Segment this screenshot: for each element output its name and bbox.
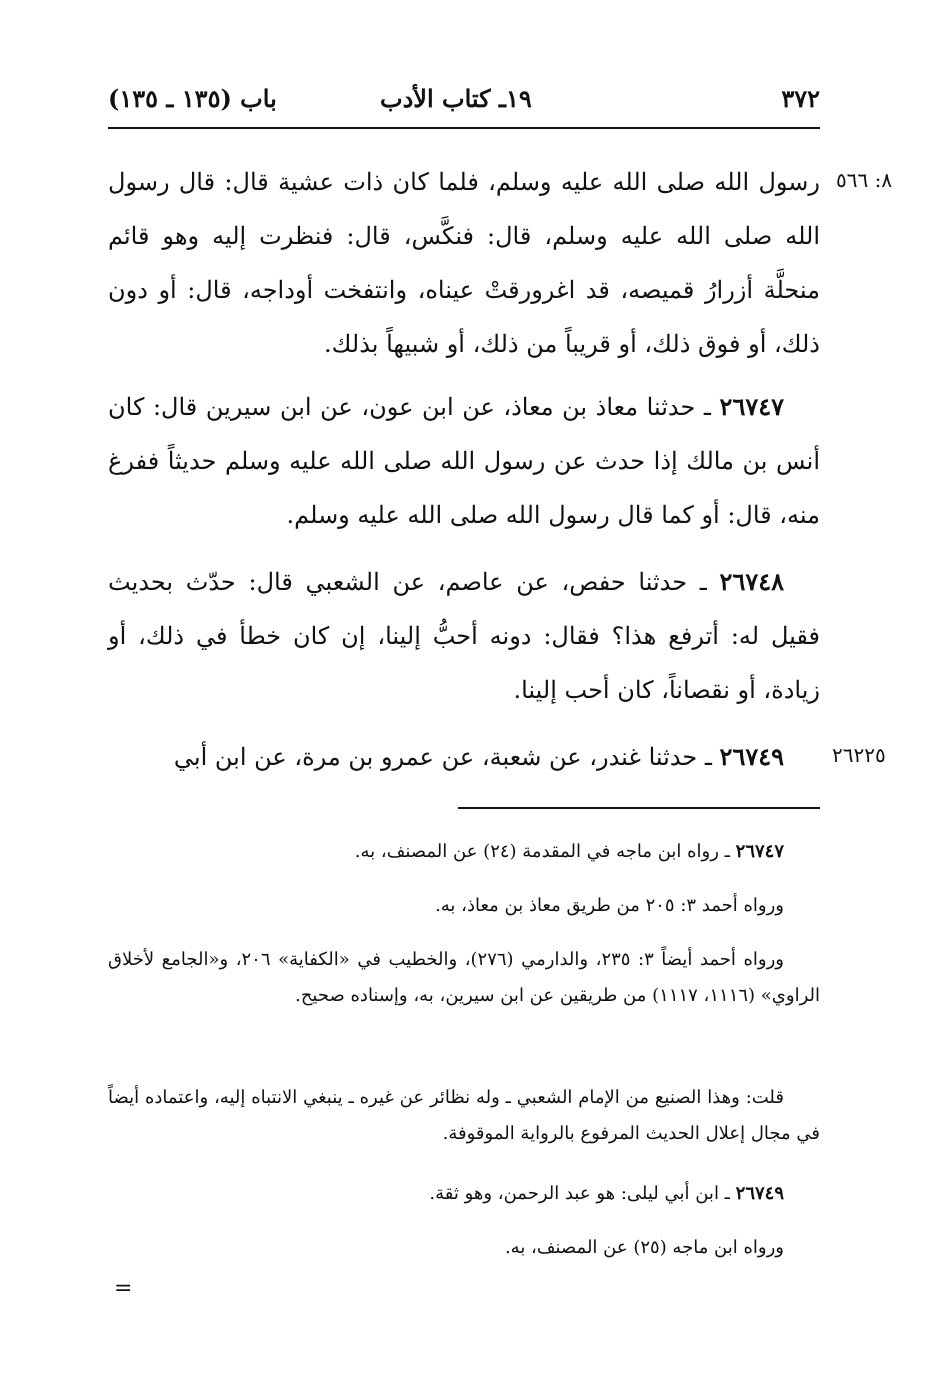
hadith-number: ٢٦٧٤٧ xyxy=(719,392,784,421)
footnote xyxy=(108,834,820,870)
footnote: ورواه أحمد أيضاً ٣: ٢٣٥، والدارمي (٢٧٦)، والخطيب في «الكفاية» ٢٠٦، و«الجامع لأخلاق الراوي» (١١١٦، ١١١٧) من طريقين عن ابن سيرين، به، وإسناده صحيح. xyxy=(108,949,820,1006)
footnote-text: ـ رواه ابن ماجه في المقدمة (٢٤) عن المصنف، به. xyxy=(354,841,736,862)
hadith-text: ـ حدثنا معاذ بن معاذ، عن ابن عون، عن ابن سيرين قال: كان أنس بن مالك إذا حدث عن رسول الله صلى الله عليه وسلم حديثاً ففرغ منه، قال: أو كما قال رسول الله صلى الله عليه وسلم. xyxy=(108,393,821,529)
hadith-number: ٢٦٧٤٨ xyxy=(719,567,784,596)
footnote: ورواه أحمد ٣: ٢٠٥ من طريق معاذ بن معاذ، به. xyxy=(435,895,784,916)
footnote-text: ـ ابن أبي ليلى: هو عبد الرحمن، وهو ثقة. xyxy=(429,1183,736,1204)
header-rule xyxy=(108,127,820,129)
book-title: ١٩ـ كتاب الأدب xyxy=(380,84,532,113)
hadith-continuation: رسول الله صلى الله عليه وسلم، فلما كان ذات عشية قال: قال رسول الله صلى الله عليه وسلم، قال: فنكَّس، قال: فنظرت إليه وهو قائم منحلَّة أزرارُ قميصه، قد اغرورقتْ عيناه، وانتفخت أوداجه، قال: أو دون ذلك، أو فوق ذلك، أو قريباً من ذلك، أو شبيهاً بذلك. xyxy=(108,168,820,358)
continuation-mark: = xyxy=(114,1276,133,1301)
hadith-26749 xyxy=(108,730,820,784)
hadith-26747 xyxy=(108,380,820,542)
margin-reference: ٨: ٥٦٦ xyxy=(836,168,893,192)
footnote: ورواه ابن ماجه (٢٥) عن المصنف، به. xyxy=(504,1237,784,1258)
hadith-text: ـ حدثنا غندر، عن شعبة، عن عمرو بن مرة، عن ابن أبي xyxy=(173,743,720,771)
hadith-text: ـ حدثنا حفص، عن عاصم، عن الشعبي قال: حدّث بحديث فقيل له: أترفع هذا؟ فقال: دونه أحبُّ إلينا، إن كان خطأ في ذلك، أو زيادة، أو نقصاناً، كان أحب إلينا. xyxy=(108,568,820,704)
margin-reference: ٢٦٢٢٥ xyxy=(832,743,886,767)
footnote-number: ٢٦٧٤٧ xyxy=(735,841,784,862)
hadith-number: ٢٦٧٤٩ xyxy=(719,742,784,771)
hadith-26748 xyxy=(108,555,820,717)
chapter-heading: باب (١٣٥ ـ ١٣٥) xyxy=(108,84,277,113)
footnote: قلت: وهذا الصنيع من الإمام الشعبي ـ وله نظائر عن غيره ـ ينبغي الانتباه إليه، واعتماده أيضاً في مجال إعلال الحديث المرفوع بالرواية الموقوفة. xyxy=(108,1087,820,1144)
footnote-rule xyxy=(458,807,820,809)
page-number: ٣٧٢ xyxy=(781,84,820,113)
footnote xyxy=(108,1176,820,1212)
footnote-number: ٢٦٧٤٩ xyxy=(735,1183,784,1204)
